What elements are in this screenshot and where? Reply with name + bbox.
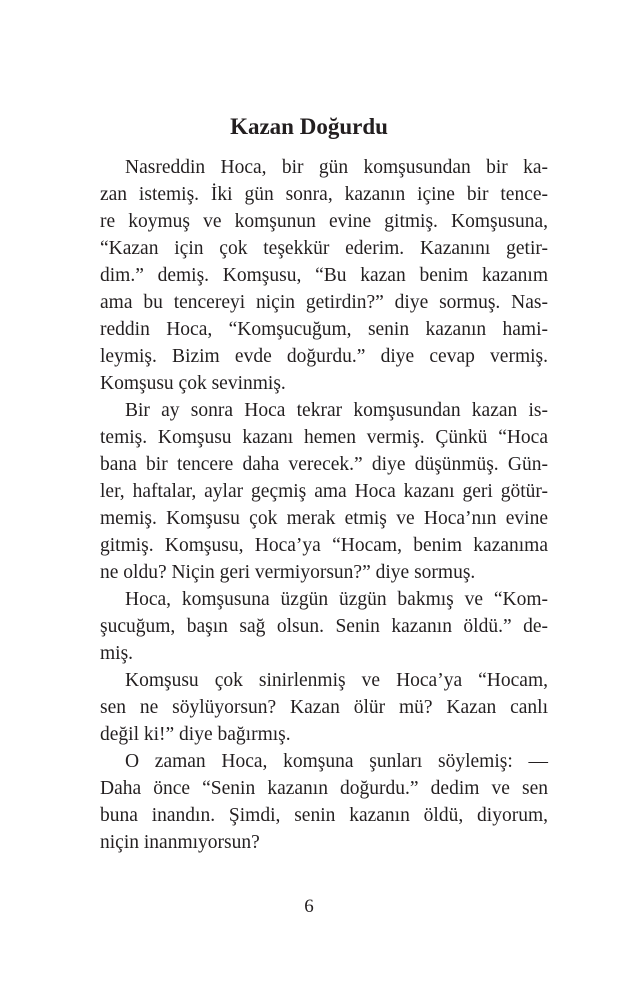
text-line: re koymuş ve komşunun evine gitmiş. Komşusuna, bbox=[100, 211, 548, 232]
text-line: dim.” demiş. Komşusu, “Bu kazan benim kazanım bbox=[100, 265, 548, 286]
text-line: buna inandın. Şimdi, senin kazanın öldü, diyorum, bbox=[100, 805, 548, 826]
text-line: Bir ay sonra Hoca tekrar komşusundan kazan is- bbox=[125, 400, 548, 421]
text-line: değil ki!” diye bağırmış. bbox=[100, 724, 291, 745]
text-line: temiş. Komşusu kazanı hemen vermiş. Çünkü “Hoca bbox=[100, 427, 548, 448]
text-line: miş. bbox=[100, 643, 134, 664]
text-line: ne oldu? Niçin geri vermiyorsun?” diye sormuş. bbox=[100, 562, 476, 583]
text-line: niçin inanmıyorsun? bbox=[100, 832, 260, 853]
text-line: gitmiş. Komşusu, Hoca’ya “Hocam, benim kazanıma bbox=[100, 535, 548, 556]
text-line: Komşusu çok sevinmiş. bbox=[100, 373, 286, 394]
paragraph bbox=[100, 586, 548, 667]
text-line: “Kazan için çok teşekkür ederim. Kazanını getir- bbox=[100, 238, 548, 259]
text-line: sen ne söylüyorsun? Kazan ölür mü? Kazan canlı bbox=[100, 697, 548, 718]
text-line: Daha önce “Senin kazanın doğurdu.” dedim ve sen bbox=[100, 778, 548, 799]
text-line: leymiş. Bizim evde doğurdu.” diye cevap vermiş. bbox=[100, 346, 548, 367]
text-line: Nasreddin Hoca, bir gün komşusundan bir ka- bbox=[125, 157, 548, 178]
page-title: Kazan Doğurdu bbox=[230, 114, 388, 140]
text-line: ama bu tencereyi niçin getirdin?” diye sormuş. Nas- bbox=[100, 292, 548, 313]
paragraph bbox=[100, 748, 548, 856]
text-line: reddin Hoca, “Komşucuğum, senin kazanın hami- bbox=[100, 319, 548, 340]
page-number: 6 bbox=[304, 896, 314, 917]
paragraph bbox=[100, 154, 548, 397]
paragraph bbox=[100, 667, 548, 748]
text-line: O zaman Hoca, komşuna şunları söylemiş: — bbox=[125, 751, 548, 772]
text-line: memiş. Komşusu çok merak etmiş ve Hoca’nın evine bbox=[100, 508, 548, 529]
story-body bbox=[100, 154, 548, 856]
text-line: şucuğum, başın sağ olsun. Senin kazanın öldü.” de- bbox=[100, 616, 548, 637]
text-line: zan istemiş. İki gün sonra, kazanın içine bir tence- bbox=[100, 184, 548, 205]
text-line: bana bir tencere daha verecek.” diye düşünmüş. Gün- bbox=[100, 454, 548, 475]
text-line: ler, haftalar, aylar geçmiş ama Hoca kazanı geri götür- bbox=[100, 481, 548, 502]
paragraph bbox=[100, 397, 548, 586]
text-line: Komşusu çok sinirlenmiş ve Hoca’ya “Hocam, bbox=[125, 670, 548, 691]
text-line: Hoca, komşusuna üzgün üzgün bakmış ve “Kom- bbox=[125, 589, 548, 610]
